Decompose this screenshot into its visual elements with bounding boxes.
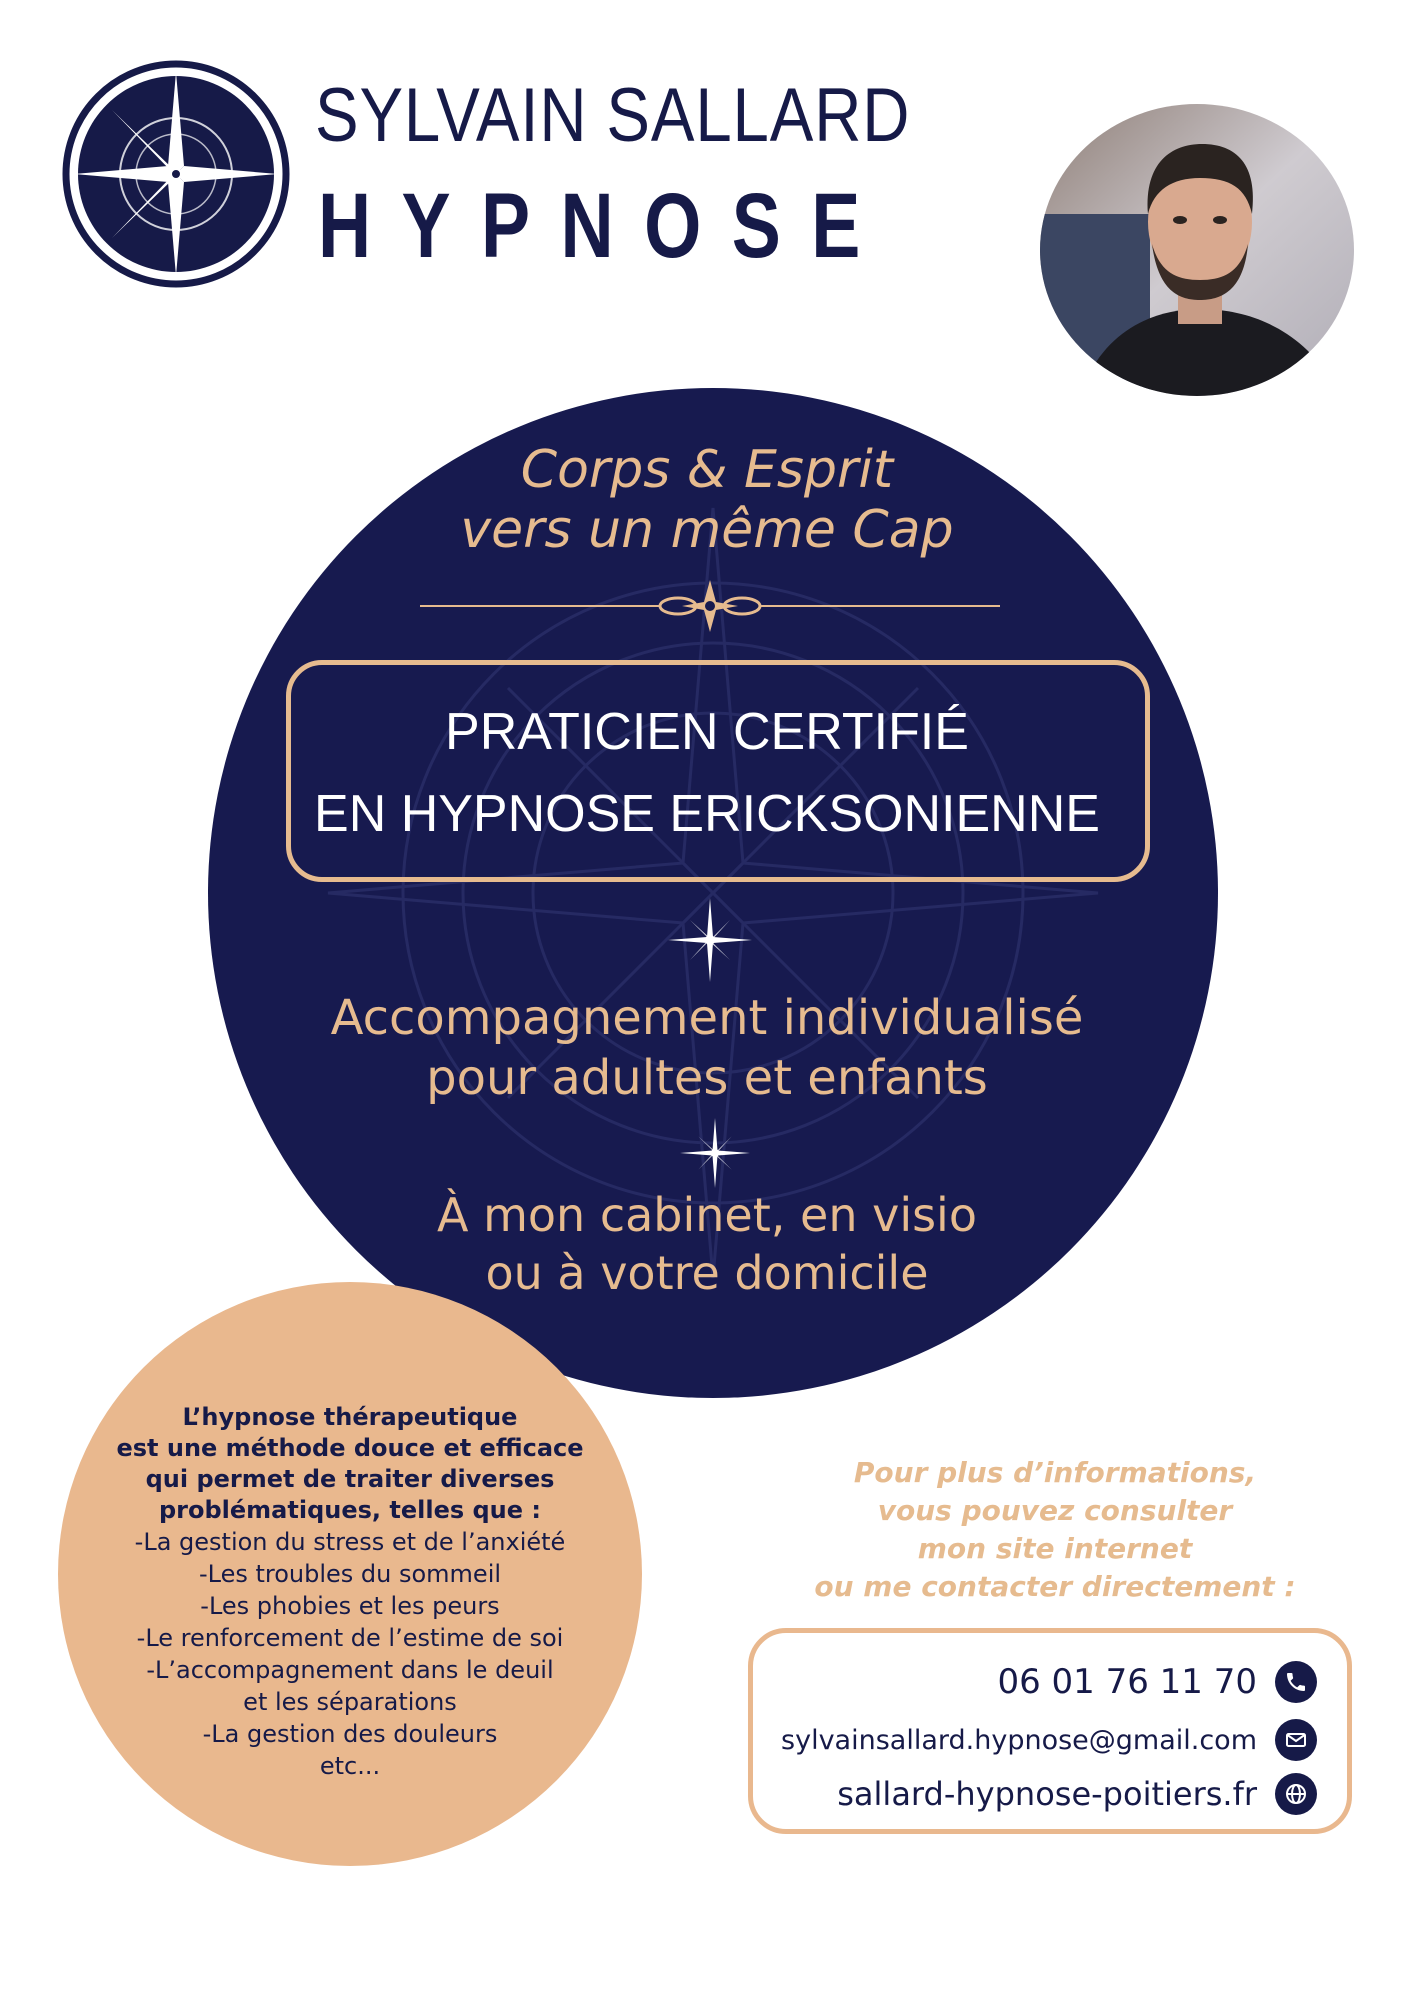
website-link[interactable]: sallard-hypnose-poitiers.fr [837,1775,1257,1813]
contact-intro-line: ou me contacter directement : [814,1570,1296,1603]
list-item: -Les phobies et les peurs [200,1592,500,1620]
intro-line: qui permet de traiter diverses [145,1465,555,1493]
phone-number[interactable]: 06 01 76 11 70 [997,1662,1257,1702]
sparkle-star-icon [668,898,752,982]
ornament-divider-icon [420,578,1000,634]
hypnosis-description [88,1402,612,1782]
website-row[interactable] [837,1773,1317,1815]
phone-row[interactable] [997,1661,1317,1703]
list-item: etc... [319,1752,381,1780]
contact-intro-line: Pour plus d’informations, [853,1456,1257,1489]
email-address[interactable]: sylvainsallard.hypnose@gmail.com [781,1724,1257,1756]
certification-title: PRATICIEN CERTIFIÉ [445,703,969,761]
intro-line: est une méthode douce et efficace [116,1434,584,1462]
contact-intro-line: vous pouvez consulter [877,1494,1233,1527]
contact-intro [760,1454,1350,1606]
compass-logo [60,58,292,290]
service-line-1: Accompagnement individualisé [330,990,1084,1046]
list-item: -La gestion des douleurs [202,1720,498,1748]
list-item: -L’accompagnement dans le deuil [146,1656,554,1684]
portrait-photo [1040,104,1354,396]
tagline-line-1: Corps & Esprit [520,440,894,500]
location-line-2: ou à votre domicile [485,1246,929,1300]
globe-icon [1275,1773,1317,1815]
location-line-1: À mon cabinet, en visio [437,1188,977,1242]
brand-subtitle: HYPNOSE [318,175,891,277]
tagline-line-2: vers un même Cap [460,500,954,560]
envelope-icon [1275,1719,1317,1761]
sparkle-star-icon [680,1118,750,1188]
service-line-2: pour adultes et enfants [426,1050,988,1106]
email-row[interactable] [781,1719,1317,1761]
list-item: et les séparations [243,1688,457,1716]
intro-line: problématiques, telles que : [158,1496,541,1524]
list-item: -La gestion du stress et de l’anxiété [134,1528,566,1556]
intro-line: L’hypnose thérapeutique [182,1403,518,1431]
contact-intro-line: mon site internet [917,1532,1193,1565]
contact-box [748,1628,1352,1834]
certification-subtitle: EN HYPNOSE ERICKSONIENNE [314,785,1100,843]
brand-name: SYLVAIN SALLARD [315,73,911,158]
list-item: -Le renforcement de l’estime de soi [136,1624,564,1652]
certification-box [286,660,1150,882]
list-item: -Les troubles du sommeil [198,1560,502,1588]
phone-icon [1275,1661,1317,1703]
